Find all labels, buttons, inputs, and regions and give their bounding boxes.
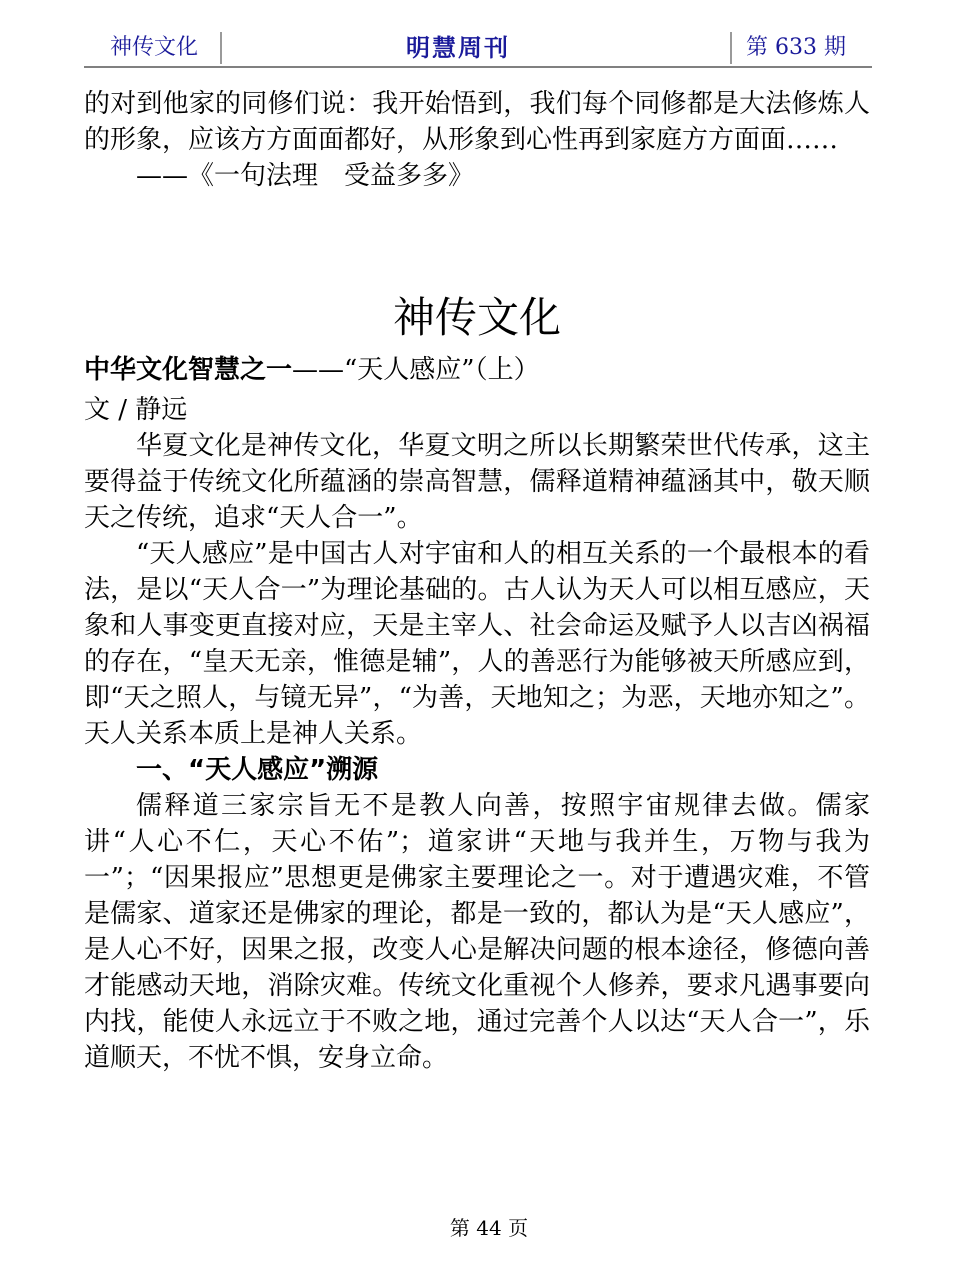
article-author: 文 / 静远: [84, 395, 188, 425]
intro-signature: ——《一句法理 受益多多》: [136, 161, 475, 191]
page-header: [84, 26, 872, 68]
header-section-name: 神传文化: [110, 35, 199, 60]
article-subtitle-rest: ——“天人感应”（上）: [292, 355, 540, 385]
header-divider-right: [730, 32, 732, 64]
intro-paragraph: 的对到他家的同修们说：我开始悟到，我们每个同修都是大法修炼人的形象，应该方方面面都好，从形象到心性再到家庭方方面面……: [84, 89, 870, 155]
section-heading-1: 一、“天人感应”溯源: [136, 755, 379, 785]
article-subtitle: [84, 352, 870, 388]
article-subtitle-main: 中华文化智慧之一: [84, 355, 293, 385]
section-title: 神传文化: [392, 293, 561, 342]
header-issue-number: 第 633 期: [746, 35, 846, 60]
article-paragraph-3: 儒释道三家宗旨无不是教人向善，按照宇宙规律去做。儒家讲“人心不仁，天心不佑”；道家讲“天地与我并生，万物与我为一”；“因果报应”思想更是佛家主要理论之一。对于遭遇灾难，不管是儒家、道家还是佛家的理论，都是一致的，都认为是“天人感应”，是人心不好，因果之报，改变人心是解决问题的根本途径，修德向善才能感动天地，消除灾难。传统文化重视个人修养，要求凡遇事要向内找，能使人永远立于不败之地，通过完善个人以达“天人合一”，乐道顺天，不忧不惧，安身立命。: [84, 791, 870, 1073]
article-paragraph-2: “天人感应”是中国古人对宇宙和人的相互关系的一个最根本的看法，是以“天人合一”为理论基础的。古人认为天人可以相互感应，天象和人事变更直接对应，天是主宰人、社会命运及赋予人以吉凶祸福的存在，“皇天无亲，惟德是辅”，人的善恶行为能够被天所感应到，即“天之照人，与镜无异”，“为善，天地知之；为恶，天地亦知之”。天人关系本质上是神人关系。: [84, 539, 870, 749]
article-paragraph-1: 华夏文化是神传文化，华夏文明之所以长期繁荣世代传承，这主要得益于传统文化所蕴涵的崇高智慧，儒释道精神蕴涵其中，敬天顺天之传统，追求“天人合一”。: [84, 431, 870, 533]
page-content: [84, 86, 870, 1076]
header-publication-title: 明慧周刊: [406, 34, 510, 62]
header-divider-left: [220, 32, 222, 64]
page-number: 第 44 页: [449, 1216, 529, 1240]
